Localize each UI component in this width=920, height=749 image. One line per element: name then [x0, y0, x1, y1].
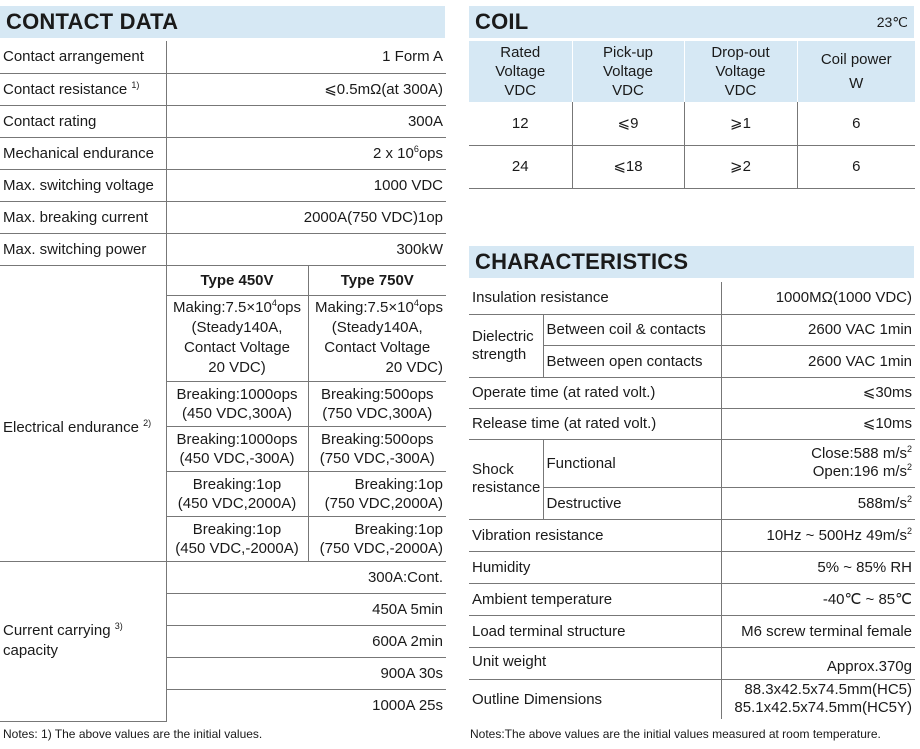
dropout-voltage-header: Drop-out Voltage VDC	[684, 41, 797, 102]
table-row	[469, 551, 915, 583]
rated-voltage: 24	[469, 145, 572, 188]
row-value: -40℃ ~ 85℃	[721, 583, 915, 615]
row-label: Contact resistance $^{1)}$	[0, 73, 166, 105]
table-row	[469, 377, 915, 408]
row-label: Ambient temperature	[469, 583, 721, 615]
row-value: 1 Form A	[166, 41, 446, 73]
row-value: $588m/s^2$	[721, 487, 915, 519]
table-row	[469, 314, 915, 345]
pickup-voltage: ⩽9	[572, 102, 684, 145]
table-row	[0, 201, 446, 233]
row-label: Release time (at rated volt.)	[469, 408, 721, 439]
coil-header-row	[469, 41, 915, 102]
shock-resistance-label: Shock resistance	[469, 439, 543, 519]
current-value: 600A 2min	[166, 625, 446, 657]
row-label: Contact arrangement	[0, 41, 166, 73]
coil-temperature: 23℃	[876, 13, 908, 30]
breaking-450-cell: Breaking:1op (450 VDC,-2000A)	[166, 516, 308, 561]
row-label: Max. switching voltage	[0, 169, 166, 201]
breaking-450-cell: Breaking:1000ops (450 VDC,-300A)	[166, 426, 308, 471]
characteristics-header	[469, 246, 914, 278]
row-label: Destructive	[543, 487, 721, 519]
table-row	[0, 105, 446, 137]
table-row	[0, 41, 446, 73]
pickup-voltage-header: Pick-up Voltage VDC	[572, 41, 684, 102]
coil-power: 6	[797, 102, 915, 145]
coil-power: 6	[797, 145, 915, 188]
row-label: Max. breaking current	[0, 201, 166, 233]
coil-title: COIL	[475, 9, 529, 34]
table-row	[469, 145, 915, 188]
row-value: 10Hz ~ 500Hz $49m/s^2$	[721, 519, 915, 551]
table-row	[469, 519, 915, 551]
table-row	[469, 282, 915, 314]
row-label: Load terminal structure	[469, 615, 721, 647]
coil-power-header: Coil power W	[797, 41, 915, 102]
breaking-750-cell: Breaking:1op (750 VDC,2000A)	[308, 471, 446, 516]
row-value: ⩽0.5mΩ(at 300A)	[166, 73, 446, 105]
row-label: Unit weight	[469, 647, 721, 679]
row-value: 88.3x42.5x74.5mm(HC5) 85.1x42.5x74.5mm(HC5Y)	[734, 681, 912, 717]
row-label: Between open contacts	[543, 345, 721, 377]
row-value: 5% ~ 85% RH	[721, 551, 915, 583]
coil-header	[469, 6, 914, 38]
row-value: 2 x $10^6ops$	[166, 137, 446, 169]
contact-data-title: CONTACT DATA	[6, 9, 179, 34]
row-label: Mechanical endurance	[0, 137, 166, 169]
type-header-row	[0, 265, 446, 295]
making-750-cell: $Making:7.5\times 10^4ops$ (Steady140A, Contact Voltage 20 VDC)	[308, 295, 446, 381]
row-value: 300A	[166, 105, 446, 137]
table-row	[0, 169, 446, 201]
current-value: 1000A 25s	[372, 696, 444, 714]
making-450-cell: $Making:7.5\times 10^4ops$ (Steady140A, Contact Voltage 20 VDC)	[166, 295, 308, 381]
row-value: 1000 VDC	[166, 169, 446, 201]
breaking-750-cell: Breaking:1op (750 VDC,-2000A)	[308, 516, 446, 561]
contact-data-header	[0, 6, 445, 38]
row-label: Functional	[543, 439, 721, 487]
rated-voltage-header: Rated Voltage VDC	[469, 41, 572, 102]
row-value: 1000MΩ(1000 VDC)	[721, 282, 915, 314]
table-row	[0, 295, 446, 381]
table-row	[469, 408, 915, 439]
row-label: Max. switching power	[0, 233, 166, 265]
electrical-endurance-label: Electrical endurance $^{2)}$	[0, 295, 166, 561]
rated-voltage: 12	[469, 102, 572, 145]
current-value: 450A 5min	[166, 593, 446, 625]
row-label: Between coil & contacts	[543, 314, 721, 345]
row-label: Contact rating	[0, 105, 166, 137]
dielectric-strength-label: Dielectric strength	[469, 314, 543, 377]
current-value: 300A:Cont.	[166, 561, 446, 593]
table-row	[469, 647, 915, 679]
table-row	[469, 615, 915, 647]
dropout-voltage: ⩾2	[684, 145, 797, 188]
breaking-750-cell: Breaking:500ops (750 VDC,300A)	[308, 381, 446, 426]
row-value: ⩽30ms	[721, 377, 915, 408]
breaking-450-cell: Breaking:1000ops (450 VDC,300A)	[166, 381, 308, 426]
dropout-voltage: ⩾1	[684, 102, 797, 145]
row-value: 2600 VAC 1min	[721, 314, 915, 345]
row-label: Vibration resistance	[469, 519, 721, 551]
table-row	[0, 233, 446, 265]
table-row	[469, 583, 915, 615]
contact-data-table	[0, 41, 446, 722]
current-carrying-label: Current carrying $^{3)}$ capacity	[0, 561, 166, 721]
contact-note: Notes: 1) The above values are the initial values.	[3, 727, 263, 741]
type-450v-header: Type 450V	[166, 265, 308, 295]
table-row	[469, 679, 915, 719]
table-row	[0, 137, 446, 169]
row-value: ⩽10ms	[721, 408, 915, 439]
breaking-450-cell: Breaking:1op (450 VDC,2000A)	[166, 471, 308, 516]
characteristics-table	[469, 282, 915, 719]
table-row	[469, 439, 915, 487]
row-value: 2600 VAC 1min	[721, 345, 915, 377]
current-value: 900A 30s	[166, 657, 446, 689]
type-750v-header: Type 750V	[308, 265, 446, 295]
characteristics-note: Notes:The above values are the initial values measured at room temperature.	[470, 727, 881, 741]
table-row	[0, 561, 446, 593]
breaking-750-cell: Breaking:500ops (750 VDC,-300A)	[308, 426, 446, 471]
coil-table	[469, 41, 915, 189]
row-label: Operate time (at rated volt.)	[469, 377, 721, 408]
row-label: Outline Dimensions	[469, 679, 721, 719]
row-value: 300kW	[166, 233, 446, 265]
row-label: Humidity	[469, 551, 721, 583]
characteristics-title: CHARACTERISTICS	[475, 249, 689, 274]
row-value: M6 screw terminal female	[721, 615, 915, 647]
table-row	[469, 102, 915, 145]
row-label: Insulation resistance	[469, 282, 721, 314]
row-value: Close:588 $m/s^2$ Open:196 $m/s^2$	[721, 439, 915, 487]
pickup-voltage: ⩽18	[572, 145, 684, 188]
table-row	[0, 73, 446, 105]
row-value: Approx.370g	[721, 647, 915, 679]
row-value: 2000A(750 VDC)1op	[166, 201, 446, 233]
